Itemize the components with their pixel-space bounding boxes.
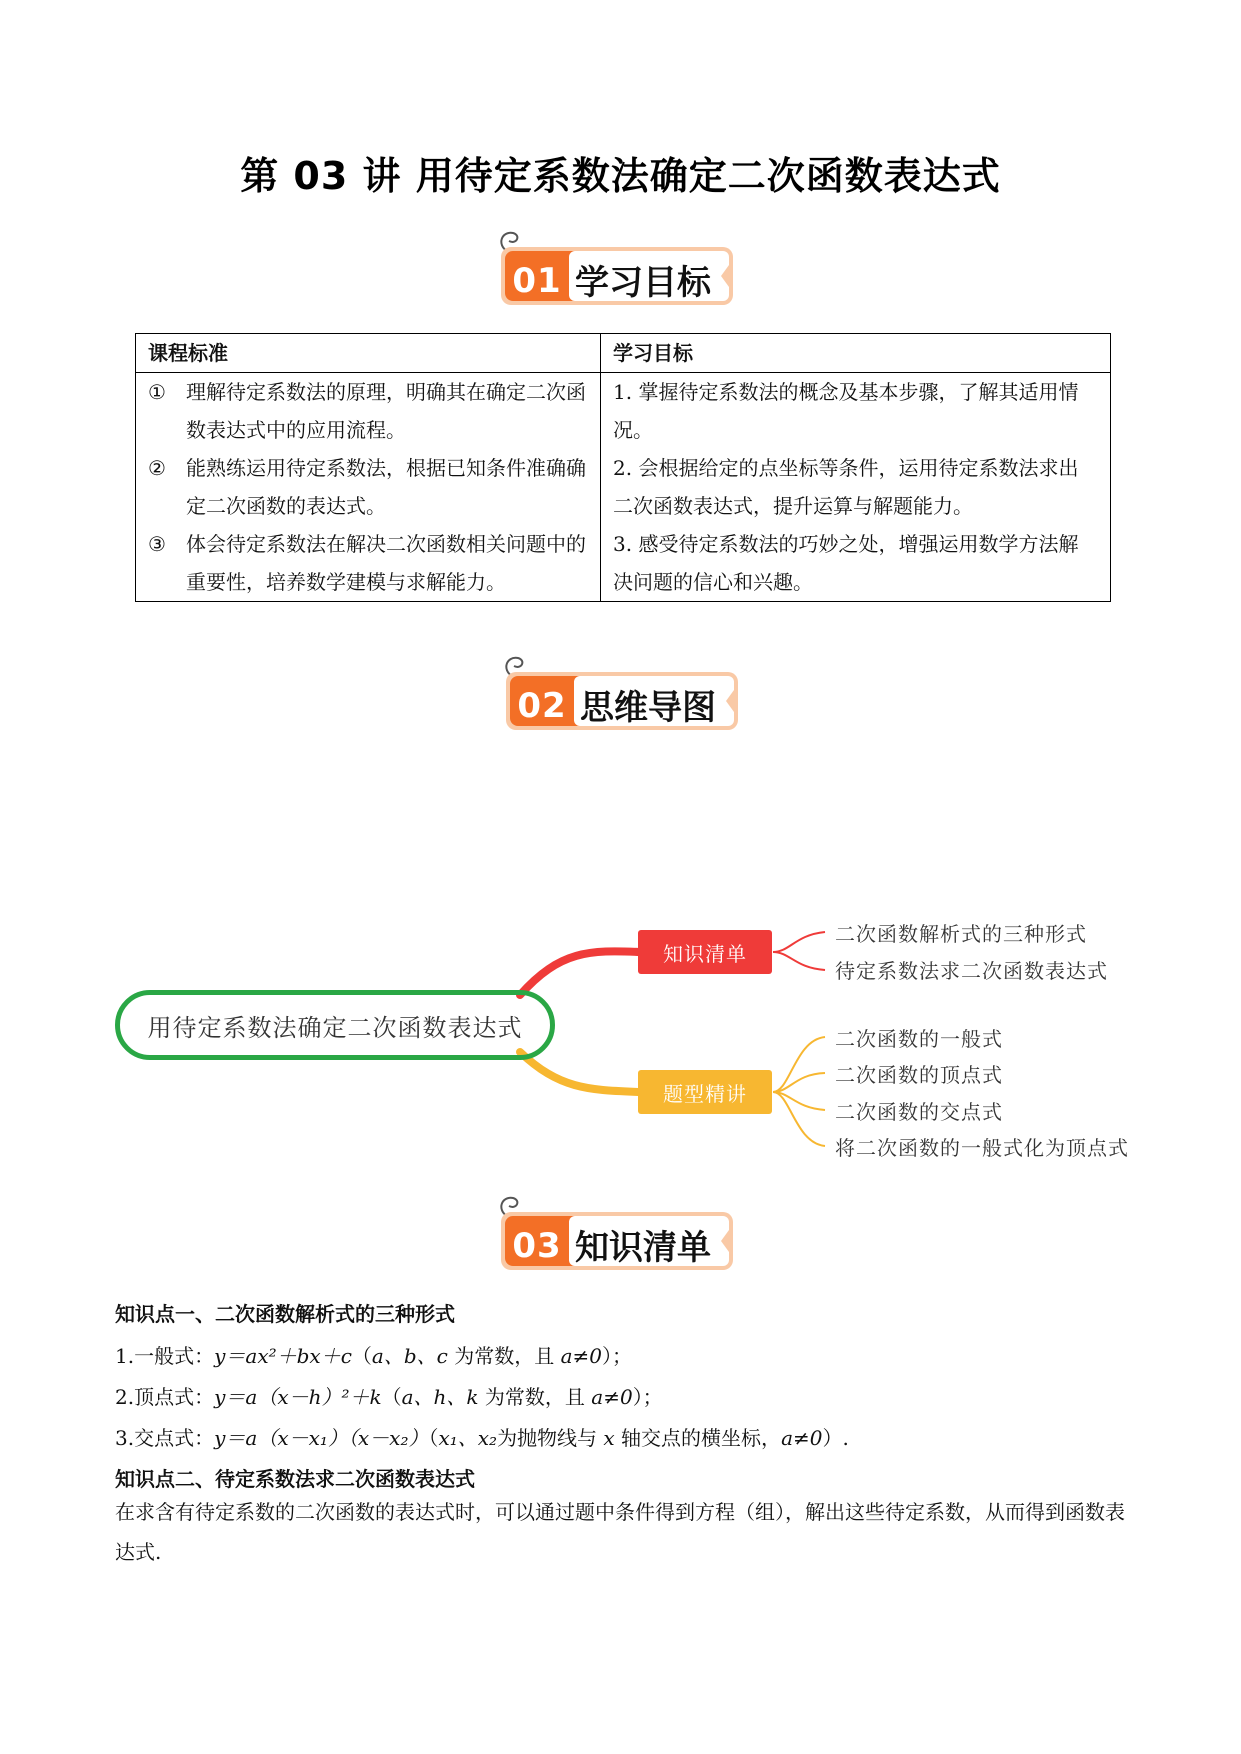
formula-axis: x: [603, 1426, 615, 1450]
mindmap-leaf: 将二次函数的一般式化为顶点式: [835, 1136, 1129, 1160]
standards-cell: [136, 373, 601, 602]
list-marker: ②: [148, 456, 166, 480]
formula-note: 轴交点的横坐标，: [614, 1426, 782, 1450]
paren: （: [428, 1426, 439, 1450]
formula-vertex: [115, 1381, 1135, 1410]
paren: （: [351, 1344, 372, 1368]
section-label: 学习目标: [575, 263, 711, 303]
formula-note: 为抛物线与: [497, 1426, 604, 1450]
formula-end: ）.: [822, 1426, 849, 1450]
mindmap-leaf: 二次函数的顶点式: [835, 1063, 1003, 1087]
formula-consts: a、b、c: [371, 1344, 448, 1368]
formula-consts: a、h、k: [401, 1385, 479, 1409]
list-marker: ①: [148, 380, 166, 404]
section-label: 知识清单: [575, 1228, 711, 1268]
section-badge-03: [495, 1190, 745, 1270]
list-item: 3. 感受待定系数法的巧妙之处，增强运用数学方法解决问题的信心和兴趣。: [613, 532, 1079, 594]
list-item: 2. 会根据给定的点坐标等条件，运用待定系数法求出二次函数表达式，提升运算与解题能力。: [613, 456, 1079, 518]
formula-note: 为常数，且: [478, 1385, 592, 1409]
mindmap-leaf: 二次函数的交点式: [835, 1100, 1003, 1124]
formula-note: 为常数，且: [447, 1344, 561, 1368]
mindmap-leaf: 待定系数法求二次函数表达式: [835, 959, 1108, 983]
list-text: 理解待定系数法的原理，明确其在确定二次函数表达式中的应用流程。: [186, 380, 586, 442]
formula-end: ）；: [632, 1385, 663, 1409]
formula-cond: a≠0: [591, 1385, 633, 1409]
goals-table: [135, 333, 1111, 602]
mindmap-branch-problems: 题型精讲: [638, 1070, 772, 1114]
table-header-standard: 课程标准: [136, 334, 601, 373]
objectives-cell: [601, 373, 1111, 602]
section-number: 02: [517, 686, 567, 726]
section-number: 03: [512, 1226, 562, 1266]
paren: （: [381, 1385, 402, 1409]
formula-intercept: [115, 1422, 1135, 1451]
formula-expr: y＝a（x－x₁）（x－x₂）: [214, 1426, 429, 1450]
knowledge-point-1-title: 知识点一、二次函数解析式的三种形式: [115, 1302, 455, 1326]
page-title: 第 03 讲 用待定系数法确定二次函数表达式: [240, 154, 1001, 198]
mindmap-branch-knowledge: 知识清单: [638, 930, 772, 974]
list-text: 体会待定系数法在解决二次函数相关问题中的重要性，培养数学建模与求解能力。: [186, 532, 586, 594]
section-number: 01: [512, 261, 562, 301]
mindmap-leaf: 二次函数解析式的三种形式: [835, 922, 1087, 946]
formula-cond: a≠0: [560, 1344, 602, 1368]
section-badge-01: [495, 225, 745, 305]
section-badge-02: [500, 650, 750, 730]
list-item: 1. 掌握待定系数法的概念及基本步骤，了解其适用情况。: [613, 380, 1079, 442]
formula-cond: a≠0: [781, 1426, 823, 1450]
formula-expr: y＝a（x－h）²＋k: [214, 1385, 382, 1409]
formula-consts: x₁、x₂: [438, 1426, 498, 1450]
mindmap-root: 用待定系数法确定二次函数表达式: [115, 990, 555, 1060]
formula-prefix: 3.交点式：: [115, 1426, 215, 1450]
knowledge-point-2-title: 知识点二、待定系数法求二次函数表达式: [115, 1467, 475, 1491]
formula-prefix: 2.顶点式：: [115, 1385, 215, 1409]
list-item: [148, 373, 588, 449]
list-marker: ③: [148, 532, 166, 556]
formula-end: ）；: [601, 1344, 632, 1368]
list-item: [148, 525, 588, 601]
formula-prefix: 1.一般式：: [115, 1344, 215, 1368]
mindmap-leaf: 二次函数的一般式: [835, 1027, 1003, 1051]
table-header-objective: 学习目标: [601, 334, 1111, 373]
knowledge-point-2-text: 在求含有待定系数的二次函数的表达式时，可以通过题中条件得到方程（组），解出这些待定系数，从而得到函数表达式.: [115, 1500, 1125, 1564]
section-label: 思维导图: [580, 688, 716, 728]
formula-general: [115, 1340, 1135, 1369]
list-text: 能熟练运用待定系数法，根据已知条件准确确定二次函数的表达式。: [186, 456, 586, 518]
list-item: [148, 449, 588, 525]
formula-expr: y＝ax²＋bx＋c: [214, 1344, 352, 1368]
